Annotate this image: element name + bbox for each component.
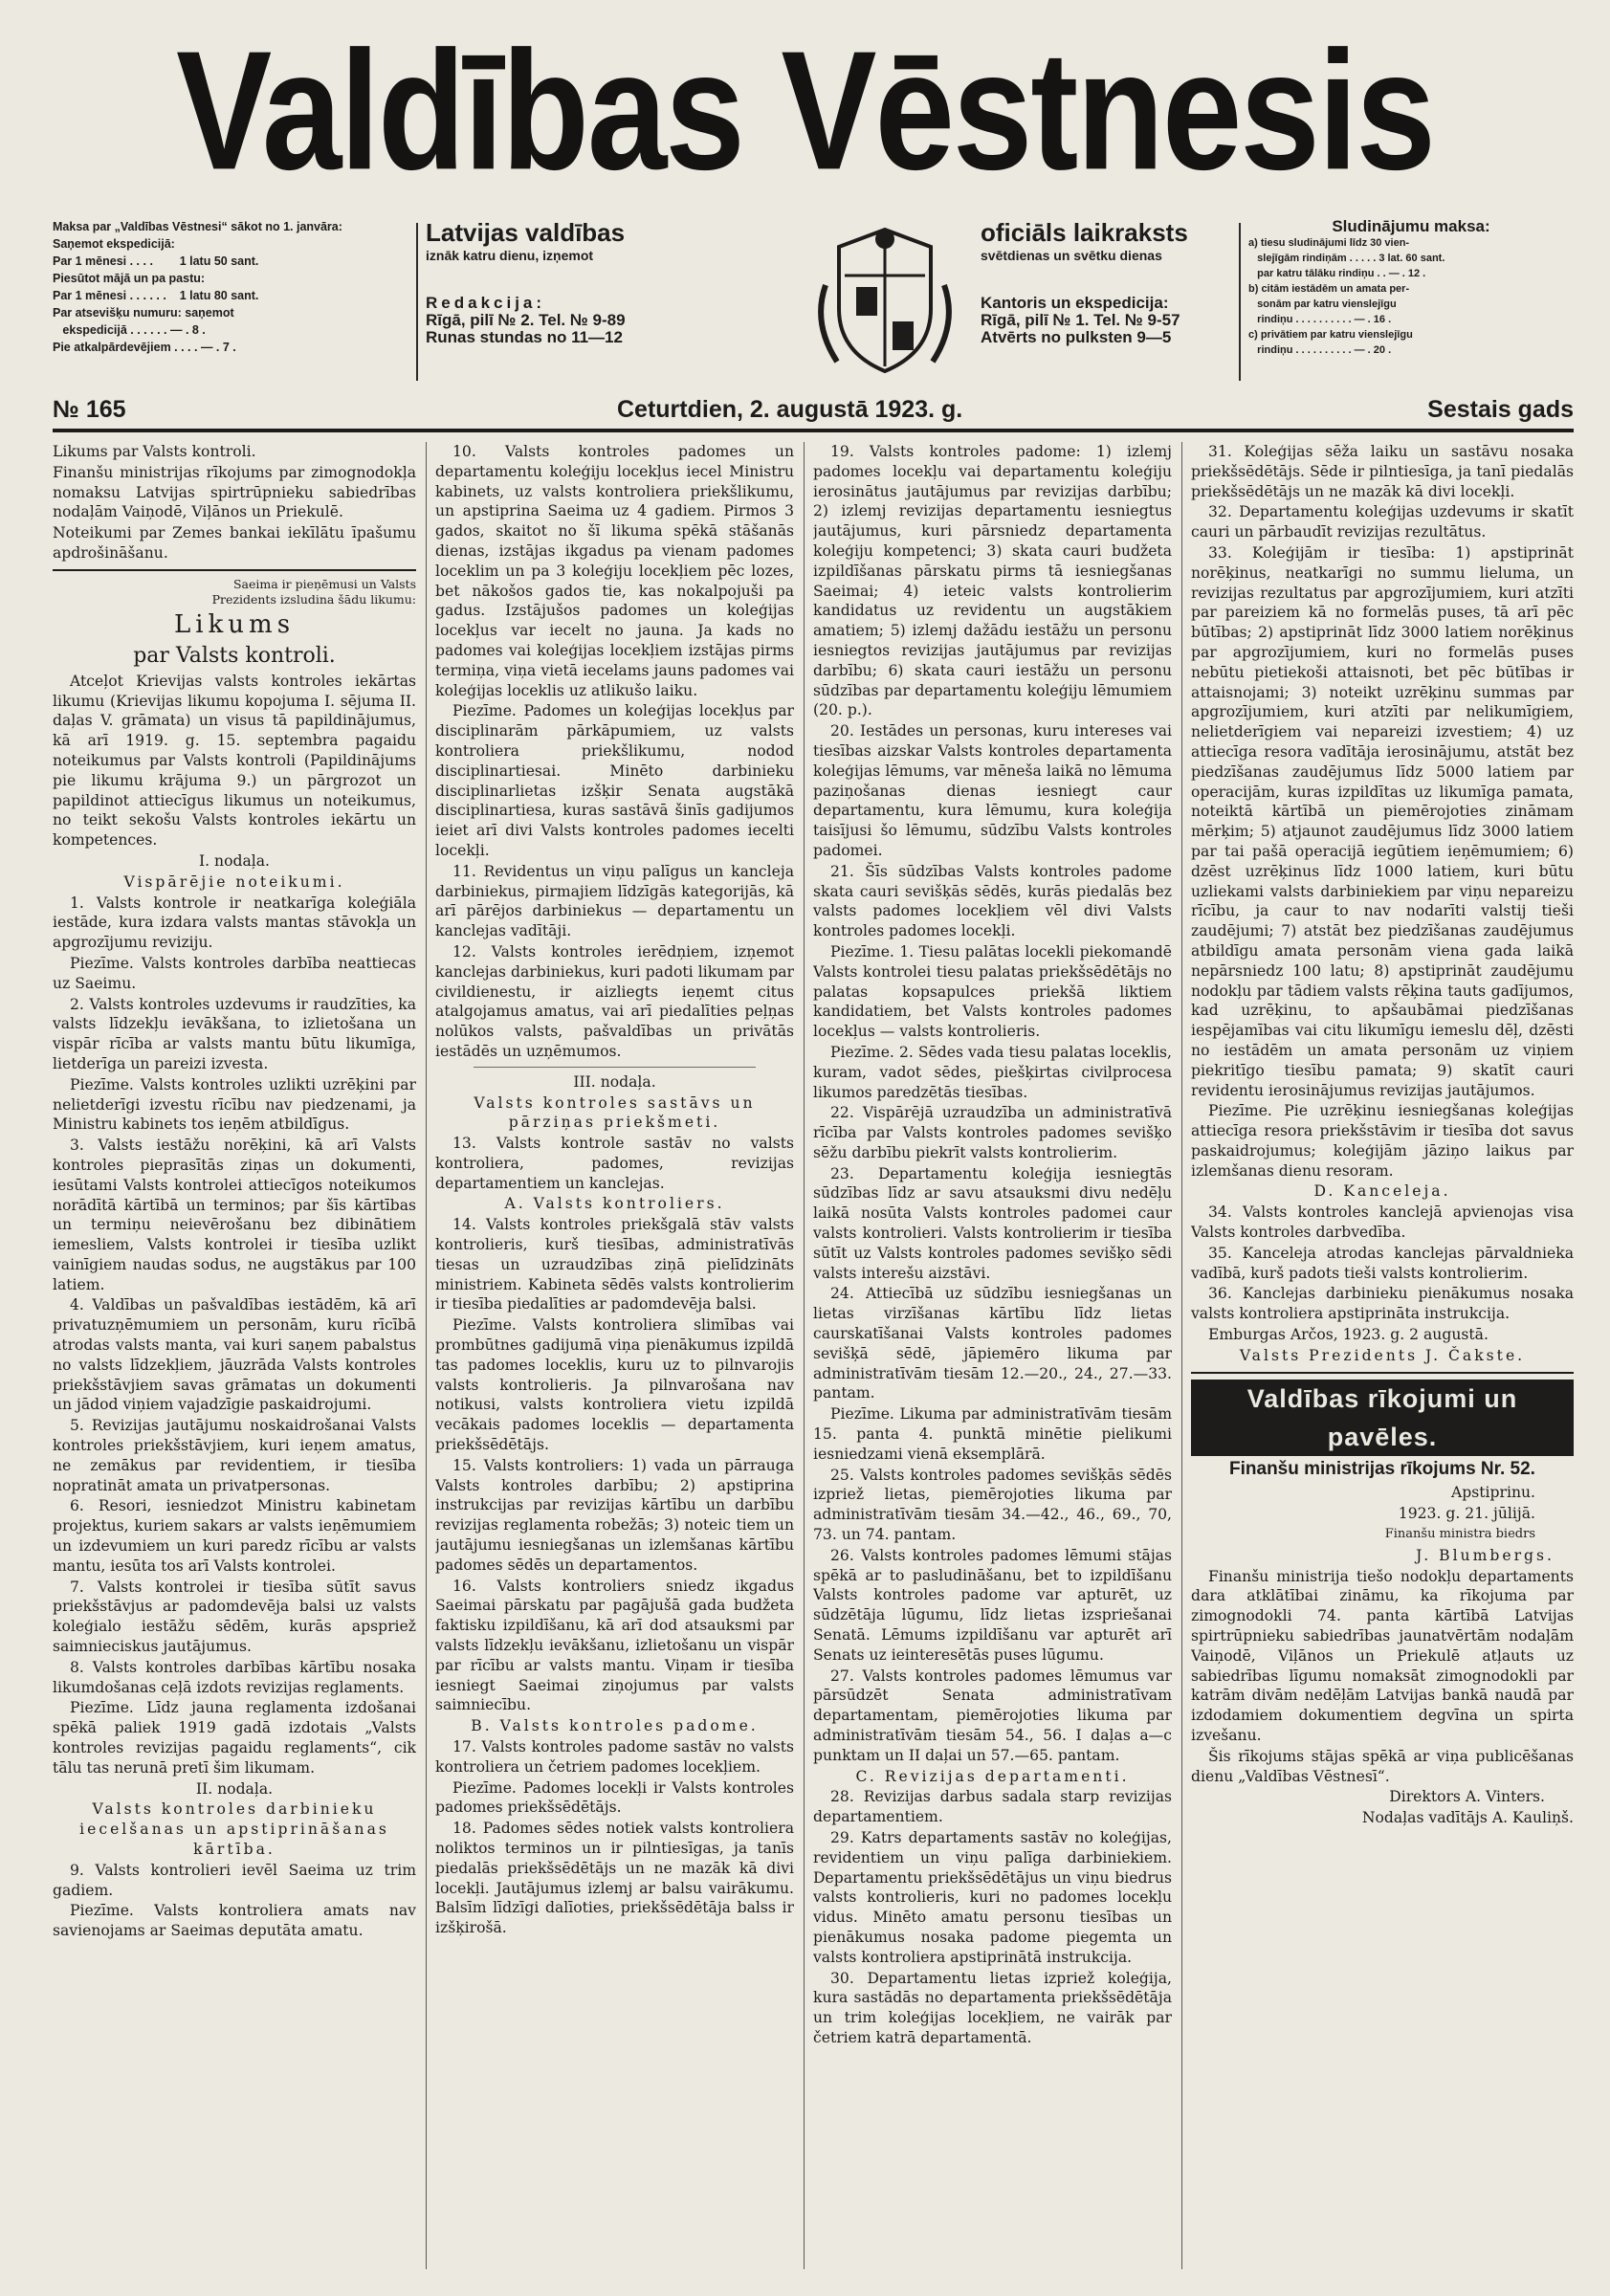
paragraph: 5. Revizijas jautājumu noskaidrošanai Valsts kontroles priekšstāvjiem, kuri ieņem amatus, ne zemākus par revidentiem, ir tiesība nopratināt amata un privatpersonas. <box>53 1417 416 1494</box>
paragraph: 25. Valsts kontroles padomes sevišķās sēdēs izpriež lietas, piemērojoties likuma par administratīvām tiesām 34.—42., 46., 69., 70, 73. un 74. pantam. <box>813 1466 1172 1544</box>
paragraph: 16. Valsts kontroliers sniedz ikgadus Saeimai pārskatu par pagājušā gada budžeta faktisku izpildīšanu, kā arī dod atsauksmi par valsts līdzekļu ievākšanu, izlietošanu un vispār par rīcību ar valsts mantu. Viņam ir tiesība iesniegt Saeimai ziņojumus par valsts saimniecību. <box>435 1577 794 1714</box>
divider <box>474 1067 756 1068</box>
paragraph: 9. Valsts kontrolieri ievēl Saeima uz trim gadiem. <box>53 1861 416 1899</box>
paragraph: 35. Kanceleja atrodas kanclejas pārvaldnieka vadībā, kurš padots tieši valsts kontrolierim. <box>1191 1244 1574 1282</box>
paragraph: 27. Valsts kontroles padomes lēmumus var pārsūdzēt Senata administratīvam departamentam, piemērojoties likuma par administratīvām tiesām 54., 56. I daļas a—c punktam un II daļai un 57.—65. pantam. <box>813 1667 1172 1764</box>
paragraph: Piezīme. Valsts kontroles darbība neattiecas uz Saeimu. <box>53 954 416 992</box>
coat-of-arms <box>808 218 961 381</box>
approver-title: Finanšu ministra biedrs <box>1384 1527 1535 1542</box>
chapter-number: II. nodaļa. <box>195 1779 274 1798</box>
section-title: C. Revizijas departamenti. <box>855 1767 1130 1785</box>
toc-item: Likums par Valsts kontroli. <box>53 443 256 460</box>
approval-date: 1923. g. 21. jūlijā. <box>1398 1505 1535 1523</box>
law-subheading: par Valsts kontroli. <box>133 643 336 668</box>
ads-title: Sludinājumu maksa: <box>1332 217 1490 235</box>
column-2 <box>435 442 794 2269</box>
paragraph: 22. Vispārējā uzraudzība un administratīvā rīcība par Valsts kontroles padomes sevišķo sēžu darbību piekrīt valsts kontrolierim. <box>813 1104 1172 1161</box>
paragraph: 18. Padomes sēdes notiek valsts kontroliera noliktos terminos un ir pilntiesīgas, ja tanīs piedalās priekšsēdētājs un ne mazāk kā divi locekļi. Jautājumus izlemj ar balsu vairākumu. Balsīm līdzīgi dalīoties, priekšsēdētāja balss ir izšķirošā. <box>435 1820 794 1937</box>
paragraph: 30. Departamentu lietas izpriež koleģija, kura sastādās no departamenta priekšsēdētāja un trim koleģijas locekļiem, ne vairāk par četriem katrā departamentā. <box>813 1969 1172 2046</box>
paragraph: Atceļot Krievijas valsts kontroles iekārtas likumu (Krievijas likumu kopojuma I. sējuma II. daļas V. grāmata) un visus tā papildinājumus, kā arī 1919. g. 15. septembra pagaidu noteikumus par Valsts kontroli (Papildinājums pie likumu krājuma 9.) un pārgrozot un papildinot attiecīgus likumus un noteikumus, no teikt sekošu Valsts kontroles iekārtu un kompetences. <box>53 672 416 850</box>
redakcija-label: Redakcija: <box>426 294 546 312</box>
paragraph: 34. Valsts kontroles kanclejā apvienojas visa Valsts kontroles darbvedība. <box>1191 1203 1574 1242</box>
paragraph: 12. Valsts kontroles ierēdņiem, izņemot kanclejas darbiniekus, kuri padoti likumam par civildienestu, ir aizliegts ieņemt citus atalgojamus amatus, vai arī piedalīties peļņas nolūkos valsts, pašvaldības un privātās iestādēs un uzņēmumos. <box>435 942 794 1060</box>
paragraph: 14. Valsts kontroles priekšgalā stāv valsts kontrolieris, kurš tiesības, administratīvās tiesas un uzraudzības ziņā pielīdzināts ministriem. Kabineta sēdēs valsts kontrolierim ir tiesība piedalīties ar padomdevēja balsi. <box>435 1216 794 1314</box>
ads-info <box>1248 218 1574 386</box>
law-heading: Likums <box>173 609 296 639</box>
paragraph: 11. Revidentus un viņu palīgus un kancleja darbiniekus, pirmajiem līdzīgās kategorijās, kā arī pārējos darbiniekus — departamentu un kanclejas vadītāji. <box>435 862 794 940</box>
paragraph: 8. Valsts kontroles darbības kārtību nosaka likumdošanas ceļā izdots revizijas reglaments. <box>53 1658 416 1696</box>
issue-number: № 165 <box>53 396 126 423</box>
paragraph: 17. Valsts kontroles padome sastāv no valsts kontroliera un četriem padomes locekļiem. <box>435 1738 794 1776</box>
paragraph: 7. Valsts kontrolei ir tiesība sūtīt savus priekšstāvjus ar padomdevēja balsi uz valsts koleģialo iestāžu sēdēm, kurās apspriež saimnieciskus jautājumus. <box>53 1578 416 1656</box>
paragraph: 31. Koleģijas sēža laiku un sastāvu nosaka priekšsēdētājs. Sēde ir pilntiesīga, ja tanī piedalās priekšsēdētājs un ne mazāk kā divi locekļi. <box>1191 443 1574 500</box>
toc-item: Noteikumi par Zemes bankai iekīlātu īpašumu apdrošināšanu. <box>53 524 416 562</box>
chapter-title: Valsts kontroles sastāvs un pārziņas priekšmeti. <box>474 1093 756 1132</box>
paragraph: Piezīme. Līdz jauna reglamenta izdošanai spēkā paliek 1919 gadā izdotais „Valsts kontroles revizijas pagaidu reglaments“, cik tālu tas nerunā pretī šim likumam. <box>53 1699 416 1777</box>
column-4 <box>1191 442 1574 2269</box>
decree-title: Finanšu ministrijas rīkojums Nr. 52. <box>1229 1458 1535 1479</box>
toc-item: Finanšu ministrijas rīkojums par zimognodokļa nomaksu Latvijas spirtrūpnieku sabiedrības nodaļām Vaiņodē, Viļānos un Priekulē. <box>53 463 416 521</box>
paragraph: 2. Valsts kontroles uzdevums ir raudzīties, ka valsts līdzekļu ievākšana, to izlietošana un vispār rīcība ar valsts mantu būtu likumīga, lietderīga un pareizi izvesta. <box>53 995 416 1072</box>
paragraph: 19. Valsts kontroles padome: 1) izlemj padomes locekļu vai departamentu koleģiju ierosinātus jautājumus par revizijas darbību; 2) izlemj revizijas departamentu iesniegtus jautājumus, kuri pārsniedz departamenta koleģiju kompetenci; 3) skata cauri budžeta izpildīšanas pārskatu pirms tā iesniegšanas Saeimai; 4) ieteic valsts kontrolierim kandidatus uz revidentu un augstākiem amatiem; 5) izlemj dažādu iestāžu un personu iesniegtos revizijas jautājumus par revizijas darbību; 6) skata cauri iestāžu un personu sūdzības par departamentu koleģiju lēmumiem (20. p.). <box>813 443 1172 719</box>
ads-prices: a) tiesu sludinājumi līdz 30 vien- slejīgām rindiņām . . . . . 3 lat. 60 sant. par katru tālāku rindiņu . . — . 12 . b) citām iestādēm un amata per- sonām par katru vienslejīgu rindiņu . . . . . . . . . . — . 16 . c) privātiem par katru vienslejīgu rindiņu . . . . . . . . . . — . 20 . <box>1248 237 1445 356</box>
paragraph: 32. Departamentu koleģijas uzdevums ir skatīt cauri un pārbaudīt revizijas rezultātus. <box>1191 503 1574 541</box>
paragraph: Piezīme. Likuma par administratīvām tiesām 15. panta 4. punktā minētie pielikumi iesniedzami vienā eksemplārā. <box>813 1405 1172 1463</box>
column-divider <box>1181 442 1182 2269</box>
kantoris-address: Rīgā, pilī № 1. Tel. № 9-57 <box>981 311 1180 329</box>
section-title: B. Valsts kontroles padome. <box>471 1717 759 1735</box>
redakcija-hours: Runas stundas no 11—12 <box>426 328 623 346</box>
column-divider <box>804 442 805 2269</box>
paragraph: 6. Resori, iesniedzot Ministru kabinetam projektus, kuriem sakars ar valsts ieņēmumiem un izdevumiem un kuri paredz rīcību ar valsts mantu, iesūta tos arī Valsts kontrolei. <box>53 1497 416 1575</box>
section-title: A. Valsts kontroliers. <box>504 1195 725 1213</box>
approver-name: J. Blumbergs. <box>1416 1546 1555 1564</box>
paragraph: Šis rīkojums stājas spēkā ar viņa publicēšanas dienu „Valdības Vēstnesī“. <box>1191 1747 1574 1785</box>
paragraph: 21. Šīs sūdzības Valsts kontroles padome skata cauri sevišķās sēdēs, kurās piedalās bez valsts padomes locekļiem vēl divi Valsts kontroles padomes locekļi. <box>813 862 1172 940</box>
masthead <box>0 0 1610 220</box>
signature: Direktors A. Vinters. <box>1389 1788 1545 1806</box>
subscription-prices: Maksa par „Valdības Vēstnesi“ sākot no 1. janvāra: Saņemot ekspedicijā: Par 1 mēnesi . . . . 1 latu 50 sant. Piesūtot mājā un pa pastu: Par 1 mēnesi . . . . . . 1 latu 80 sant. Par atsevišķu numuru: saņemot ekspedicijā . . . . . . — . 8 . Pie atkalpārdevējiem . . . . — . 7 . <box>53 220 342 354</box>
paragraph: 24. Attiecībā uz sūdzību iesniegšanas un lietas virzīšanas kārtību līdz lietas caurskatīšanai Valsts kontroles padomes sevišķā sēdē, jāpiemēro likuma par administratīvām tiesām 12.—20., 24., 27.—33. pantam. <box>813 1285 1172 1402</box>
office-box <box>981 218 1229 386</box>
section-banner: Valdības rīkojumi un pavēles. <box>1191 1380 1574 1456</box>
redakcija-address: Rīgā, pilī № 2. Tel. № 9-89 <box>426 311 626 329</box>
kantoris-label: Kantoris un ekspedicija: <box>981 294 1169 312</box>
paragraph: Finanšu ministrija tiešo nodokļu departaments dara atklātībai zināmu, ka rīkojuma par zimognodokli 74. panta kārtībā Latvijas spirtrūpnieku sabiedrības jaunatvērtām nodaļām Vaiņodē, Viļānos un Priekulē atļauts uz sabiedrības līgumu nomaksāt zimognodokli par katrām divām nedēļām Latvijas bankā naudā par izdodamiem dokumentiem degvīna un spirta izvešanu. <box>1191 1567 1574 1745</box>
paragraph: 36. Kanclejas darbinieku pienākumus nosaka valsts kontroliera apstiprināta instrukcija. <box>1191 1285 1574 1323</box>
paragraph: 3. Valsts iestāžu norēķini, kā arī Valsts kontroles pieprasītās ziņas un dokumenti, iesūtami Valsts kontrolei attiecīgos noteikumos norādītā kārtībā un terminos; par šīs kārtības un termiņu neievērošanu bez dibinātiem iemesliem, Valsts kontrolei ir tiesība uzlikt vainīgiem naudas sodus, ne augstākus par 100 latiem. <box>53 1137 416 1293</box>
paragraph: 4. Valdības un pašvaldības iestādēm, kā arī privatuzņēmumiem un personām, kuru rīcībā atrodas valsts manta, vai kuri saņem pabalstus no valsts līdzekļiem, jāuzrāda Valsts kontroles priekšstāvjiem savas grāmatas un dokumenti un jādod viņiem vajadzīgie paskaidrojumi. <box>53 1296 416 1414</box>
paragraph: 28. Revizijas darbus sadala starp revizijas departamentiem. <box>813 1788 1172 1826</box>
signature: Valsts Prezidents J. Čakste. <box>1239 1346 1526 1364</box>
divider <box>53 569 416 571</box>
paragraph: Piezīme. Valsts kontroliera slimības vai prombūtnes gadijumā viņa pienākumus izpildā tas padomes loceklis, kuru uz to pilnvarojis valsts kontrolieris. Ja pilnvarošana nav notikusi, valsts kontroliera vietu izpildā vecākais padomes loceklis — departamenta priekšsēdētājs. <box>435 1316 794 1454</box>
paragraph: Piezīme. 2. Sēdes vada tiesu palatas loceklis, kuram, vadot sēdes, piešķirtas civilprocesa likumos paredzētās tiesības. <box>813 1043 1172 1101</box>
chapter-title: Vispārējie noteikumi. <box>123 872 345 891</box>
paragraph: 33. Koleģijām ir tiesība: 1) apstiprināt norēķinus, neatkarīgi no summu lieluma, un revizijas rezultatus par apgrozījumiem, kuri atzīti par pareiziem kā no formelās puses, tā arī pēc būtības; 2) apstiprināt līdz 3000 latiem norēķinus par apgrozījumiem, kuri no formelās puses nebūtu pietiekoši attaisnoti, bet pēc būtības ir attaisnojami; 3) noteikt uzrēķinu summas par apgrozījumiem, kuri atzīti par nelikumīgiem, nelietderīgiem vai nepareizi izvestiem; 4) uz attiecīga resora vadītāja ierosinājumu, atstāt bez piedzīšanas zaudējumus līdz 5000 latiem par operacijām, kuras izpildītas uz likumīga pamata, noteiktā kārtībā un piemērojoties zināmam mērķim; 5) atjaunot zaudējumus līdz 3000 latiem par tai pašā operacijā iegūtiem ieņēmumiem; 6) dzēst uzrēķinus līdz 1000 latiem, kuri būtu uzliekami valsts darbiniekiem par viņu nepareizu rīcību, ja caur to nav nodarīti valstij tieši zaudējumi; 7) atstāt bez piedzīšanas zaudējumus atbildīgu amata personām viena gada laikā nepārsniedz 100 latu; 8) apstiprināt zaudējumu nodokļu par tādiem valsts rēķina tauts gadījumos, kad uzrēķinu, to apšaubāmai piedzīšanas iespējamības vai citu likumīgu iemeslu dēļ, dzēsti no iestādēm un amata personām uz viņiem piekritīgo tiesību pamata; 9) skatīt cauri revidentu ierosinājumus revizijas jautājumos. <box>1191 543 1574 1099</box>
issue-year: Sestais gads <box>1427 396 1574 423</box>
paragraph: Piezīme. 1. Tiesu palātas locekli piekomandē Valsts kontrolei tiesu palatas priekšsēdētājs no palatas kopsapulces priekšā liktiem kandidatiem, bet Valsts kontroles padomes locekļus — valsts kontrolieris. <box>813 942 1172 1041</box>
header-info-row <box>53 218 1574 390</box>
signature: Nodaļas vadītājs A. Kauliņš. <box>1361 1809 1574 1827</box>
column-divider <box>426 442 427 2269</box>
paragraph: Piezīme. Padomes locekļi ir Valsts kontroles padomes priekšsēdētājs. <box>435 1778 794 1817</box>
place-date: Emburgas Arčos, 1923. g. 2 augustā. <box>1208 1326 1489 1344</box>
newspaper-title: Valdības Vēstnesis <box>176 14 1434 206</box>
box1-title: Latvijas valdības <box>426 218 626 247</box>
paragraph: 10. Valsts kontroles padomes un departamentu koleģiju locekļus iecel Ministru kabinets, uz valsts kontroliera priekšlikumu, un apstiprina Saeima uz 4 gadiem. Pirmos 3 gados, skaitot no šī likuma spēkā stāšanās dienas, izstājas ikgadus pa vienam padomes loceklim un pa 3 koleģiju locekļiem pēc lozes, bet nākošos gados tie, kas nokalpojuši pa gadus. Izstājušos padomes un koleģijas locekļus var iecelt no jauna. Ja kads no padomes vai koleģijas locekļiem izstājas pirms termiņa, viņa vietā iecelams jauns padomes vai koleģijas loceklis uz atlikušo laiku. <box>435 443 794 699</box>
chapter-number: I. nodaļa. <box>198 851 271 870</box>
paragraph: 26. Valsts kontroles padomes lēmumi stājas spēkā ar to pasludināšanu, bet to izpildīšanu Valsts kontroles padome var apturēt, uz sūdzētāja lūgumu, līdz lietas izspriešanai Senatā. Lēmums izpildīšanu var apturēt arī Senats uz ieinteresētās puses lūgumu. <box>813 1546 1172 1664</box>
box2-subtitle: svētdienas un svētku dienas <box>981 248 1162 263</box>
kantoris-hours: Atvērts no pulksten 9—5 <box>981 328 1172 346</box>
column-1 <box>53 442 416 2269</box>
editorial-box <box>426 218 789 386</box>
paragraph: 15. Valsts kontroliers: 1) vada un pārrauga Valsts kontroles darbību; 2) apstiprina instrukcijas par revizijas kārtību un darbību revizijas reglamenta robežās; 3) noteic tiem un jautājumu iesniegšanas un izlemšanas kārtību padomes sēdēs un departamentos. <box>435 1456 794 1574</box>
paragraph: 29. Katrs departaments sastāv no koleģijas, revidentiem un viņu palīga darbiniekiem. Departamentu priekšsēdētājus un viņu biedrus valsts kontrolieris, kuri no padomes locekļu vidus. Minēto amatu personu tiesības un pienākumus nosaka padome piegemta un valsts kontroliera apstiprinātā instrukcija. <box>813 1828 1172 1966</box>
subscription-info <box>53 218 416 386</box>
approval: Apstiprinu. <box>1451 1484 1535 1502</box>
paragraph: Piezīme. Padomes un koleģijas locekļus par disciplinarām pārkāpumiem, uz valsts kontroliera priekšlikumu, nodod disciplinartiesai. Minēto darbinieku disciplinarlietas izšķir Senata augstākā disciplinartiesa, kuras sastāvā šinīs gadijumos ieiet arī divi Valsts kontroles padomes iecelti locekļi. <box>435 702 794 859</box>
divider <box>1191 1372 1574 1374</box>
box2-title: oficiāls laikraksts <box>981 218 1188 247</box>
coat-of-arms-icon <box>808 218 961 381</box>
paragraph: Piezīme. Pie uzrēķinu iesniegšanas koleģijas attiecīga resora priekšstāvim ir tiesība dot savus paskaidrojumus; koleģijām jāziņo laikus par izlemšanas dienu resoram. <box>1191 1102 1574 1180</box>
paragraph: Piezīme. Valsts kontroliera amats nav savienojams ar Saeimas deputāta amatu. <box>53 1902 416 1940</box>
divider <box>416 223 418 381</box>
section-title: D. Kanceleja. <box>1313 1182 1451 1201</box>
promulgation-note: Saeima ir pieņēmusi un Valsts Prezidents izsludina šādu likumu: <box>211 576 416 607</box>
paragraph: Piezīme. Valsts kontroles uzlikti uzrēķini par nelietderīgi izvestu rīcību nav piedzenami, ja Ministru kabinets tos ieņēm atbildīgus. <box>53 1075 416 1134</box>
dateline <box>53 394 1574 432</box>
issue-date: Ceturtdien, 2. augustā 1923. g. <box>617 396 963 423</box>
paragraph: 20. Iestādes un personas, kuru intereses vai tiesības aizskar Valsts kontroles departamenta koleģijas lēmums, var mēneša laikā no lēmuma paziņošanas dienas iesniegt caur departamentu, kura lēmumu, kura koleģija taisījusi šo lēmumu, sūdzību Valsts kontroles padomei. <box>813 722 1172 859</box>
box1-subtitle: iznāk katru dienu, izņemot <box>426 248 594 263</box>
chapter-title: Valsts kontroles darbinieku iecelšanas un apstiprināšanas kārtība. <box>79 1800 389 1858</box>
paragraph: 23. Departamentu koleģija iesniegtās sūdzības līdz ar savu atsauksmi divu nedēļu laikā nosūta Valsts kontroles padomei caur valsts kontrolieri. Valsts kontrolierim ir tiesība sūtīt uz Valsts kontroles padomes sevišķo sēdi valsts interešu aizstāvi. <box>813 1164 1172 1282</box>
divider <box>1239 223 1241 381</box>
paragraph: 13. Valsts kontrole sastāv no valsts kontroliera, padomes, revizijas departamentiem un kanclejas. <box>435 1135 794 1192</box>
paragraph: 1. Valsts kontrole ir neatkarīga koleģiāla iestāde, kura izdara valsts mantas stāvokļa un apgrozījumu reviziju. <box>53 894 416 952</box>
chapter-number: III. nodaļa. <box>573 1072 656 1091</box>
column-3 <box>813 442 1172 2269</box>
